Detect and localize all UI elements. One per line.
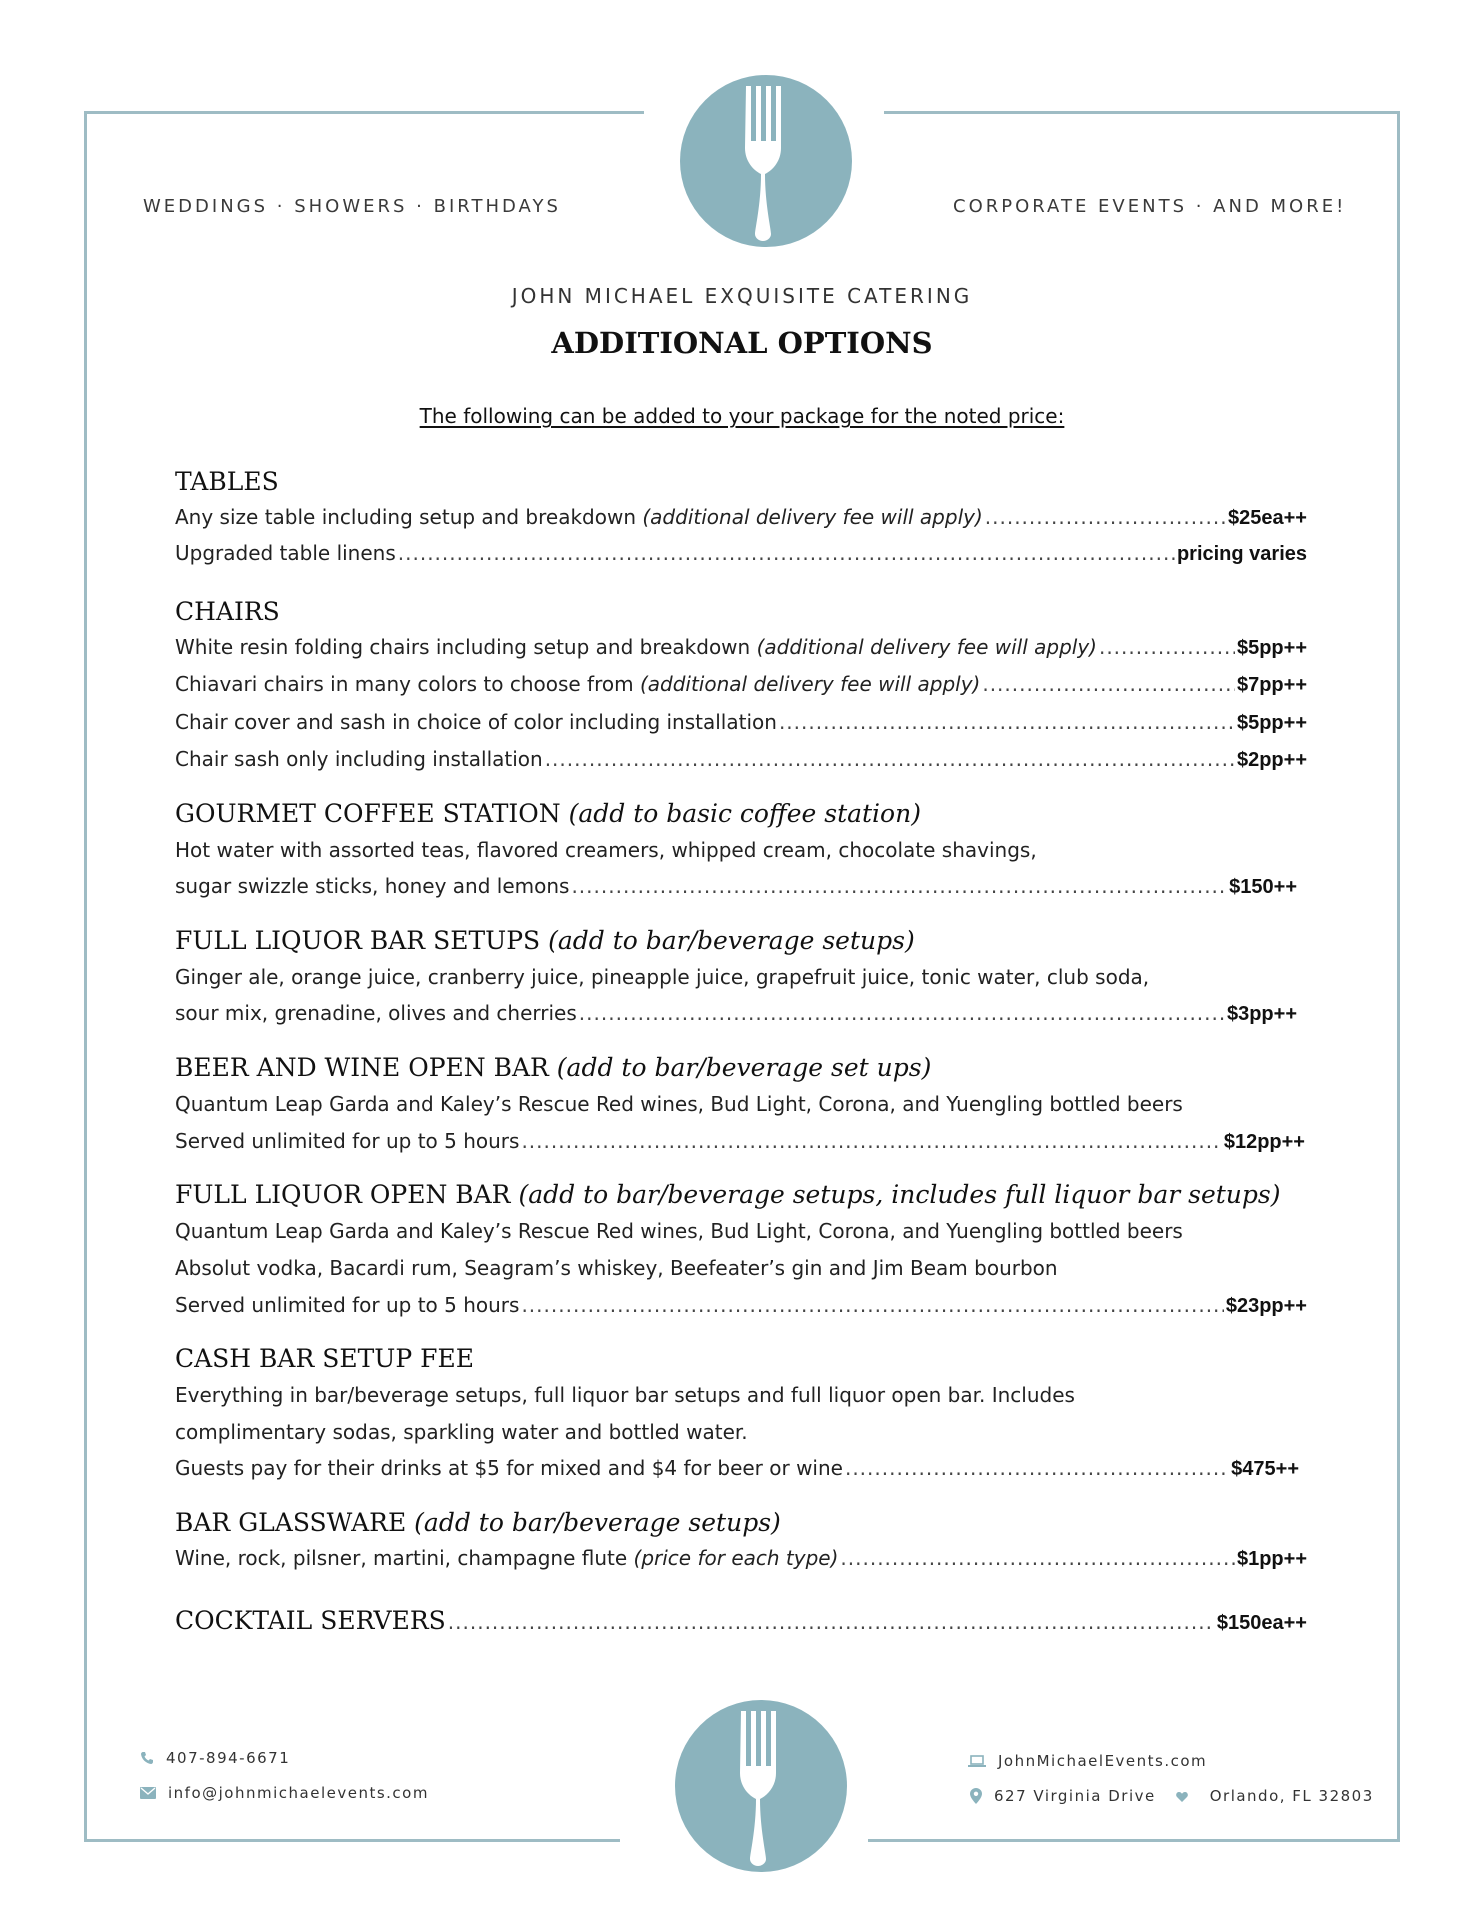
frame-left <box>84 111 87 1842</box>
frame-bottom-right <box>868 1839 1400 1842</box>
fork-icon <box>731 1706 791 1866</box>
logo-top <box>680 75 852 247</box>
item-description: complimentary sodas, sparkling water and bottled water. <box>175 1420 748 1444</box>
footer-email[interactable]: info@johnmichaelevents.com <box>140 1784 429 1802</box>
section-heading-beer-wine: BEER AND WINE OPEN BAR (add to bar/beverage set ups) <box>175 1053 932 1082</box>
list-item: Wine, rock, pilsner, martini, champagne flute (price for each type) ..... $1pp++ <box>175 1546 1307 1576</box>
tagline-left: WEDDINGS · SHOWERS · BIRTHDAYS <box>143 196 561 217</box>
list-item-cocktail-servers: COCKTAIL SERVERS ..... $150ea++ <box>175 1606 1307 1640</box>
price: pricing varies <box>1176 543 1307 565</box>
list-item: Guests pay for their drinks at $5 for mixed and $4 for beer or wine ..... $475++ <box>175 1456 1299 1486</box>
footer-phone[interactable]: 407-894-6671 <box>140 1749 290 1767</box>
item-description: Ginger ale, orange juice, cranberry juice, pineapple juice, grapefruit juice, tonic water, club soda, <box>175 965 1150 989</box>
fork-icon <box>736 81 796 241</box>
price: $2pp++ <box>1236 749 1307 771</box>
price: $1pp++ <box>1236 1548 1307 1570</box>
section-heading-tables: TABLES <box>175 467 279 496</box>
section-heading-open-bar: FULL LIQUOR OPEN BAR (add to bar/beverage setups, includes full liquor bar setups) <box>175 1180 1281 1209</box>
list-item: White resin folding chairs including setup and breakdown (additional delivery fee will apply) ..... $5pp++ <box>175 635 1307 665</box>
price: $25ea++ <box>1228 507 1307 529</box>
phone-icon <box>140 1751 154 1765</box>
company-name: JOHN MICHAEL EXQUISITE CATERING <box>511 284 973 308</box>
section-heading-liquor-setups: FULL LIQUOR BAR SETUPS (add to bar/beverage setups) <box>175 926 915 955</box>
list-item: Any size table including setup and breakdown (additional delivery fee will apply) ..... $25ea++ <box>175 505 1307 535</box>
section-heading-chairs: CHAIRS <box>175 597 280 626</box>
list-item: Chair sash only including installation ..... $2pp++ <box>175 747 1307 777</box>
list-item: Upgraded table linens ..... pricing varies <box>175 541 1307 571</box>
price: $5pp++ <box>1236 637 1307 659</box>
footer-address: 627 Virginia Drive Orlando, FL 32803 <box>970 1787 1374 1805</box>
price: $23pp++ <box>1225 1295 1307 1317</box>
item-description: Quantum Leap Garda and Kaley’s Rescue Red wines, Bud Light, Corona, and Yuengling bottled beers <box>175 1092 1183 1116</box>
tagline-right: CORPORATE EVENTS · AND MORE! <box>953 196 1347 217</box>
frame-top-right <box>884 111 1400 114</box>
list-item: Chair cover and sash in choice of color including installation ..... $5pp++ <box>175 710 1307 740</box>
price: $150ea++ <box>1216 1612 1307 1634</box>
footer-website[interactable]: JohnMichaelEvents.com <box>968 1752 1207 1770</box>
logo-bottom <box>675 1700 847 1872</box>
section-heading-coffee: GOURMET COFFEE STATION (add to basic coffee station) <box>175 799 921 828</box>
list-item: Served unlimited for up to 5 hours ..... $12pp++ <box>175 1129 1305 1159</box>
price: $150++ <box>1229 876 1297 898</box>
location-pin-icon <box>970 1788 982 1804</box>
section-heading-glassware: BAR GLASSWARE (add to bar/beverage setups) <box>175 1508 781 1537</box>
price: $3pp++ <box>1226 1003 1297 1025</box>
frame-top-left <box>84 111 644 114</box>
list-item: sugar swizzle sticks, honey and lemons ..... $150++ <box>175 874 1297 904</box>
laptop-icon <box>968 1755 986 1768</box>
frame-bottom-left <box>84 1839 620 1842</box>
list-item: sour mix, grenadine, olives and cherries ..... $3pp++ <box>175 1001 1297 1031</box>
price: $7pp++ <box>1236 674 1307 696</box>
list-item: Served unlimited for up to 5 hours ..... $23pp++ <box>175 1293 1307 1323</box>
mail-icon <box>140 1787 156 1799</box>
frame-right <box>1397 111 1400 1842</box>
page-title: ADDITIONAL OPTIONS <box>551 326 933 360</box>
list-item: Chiavari chairs in many colors to choose from (additional delivery fee will apply) ..... $7pp++ <box>175 672 1307 702</box>
item-description: Hot water with assorted teas, flavored creamers, whipped cream, chocolate shavings, <box>175 838 1037 862</box>
price: $12pp++ <box>1223 1131 1305 1153</box>
price: $5pp++ <box>1236 712 1307 734</box>
page-subtitle: The following can be added to your package for the noted price: <box>419 404 1065 428</box>
section-heading-cash-bar: CASH BAR SETUP FEE <box>175 1344 474 1373</box>
item-description: Everything in bar/beverage setups, full liquor bar setups and full liquor open bar. Includes <box>175 1383 1075 1407</box>
price: $475++ <box>1231 1458 1299 1480</box>
heart-icon <box>1176 1791 1188 1802</box>
item-description: Absolut vodka, Bacardi rum, Seagram’s whiskey, Beefeater’s gin and Jim Beam bourbon <box>175 1256 1058 1280</box>
item-description: Quantum Leap Garda and Kaley’s Rescue Red wines, Bud Light, Corona, and Yuengling bottled beers <box>175 1219 1183 1243</box>
